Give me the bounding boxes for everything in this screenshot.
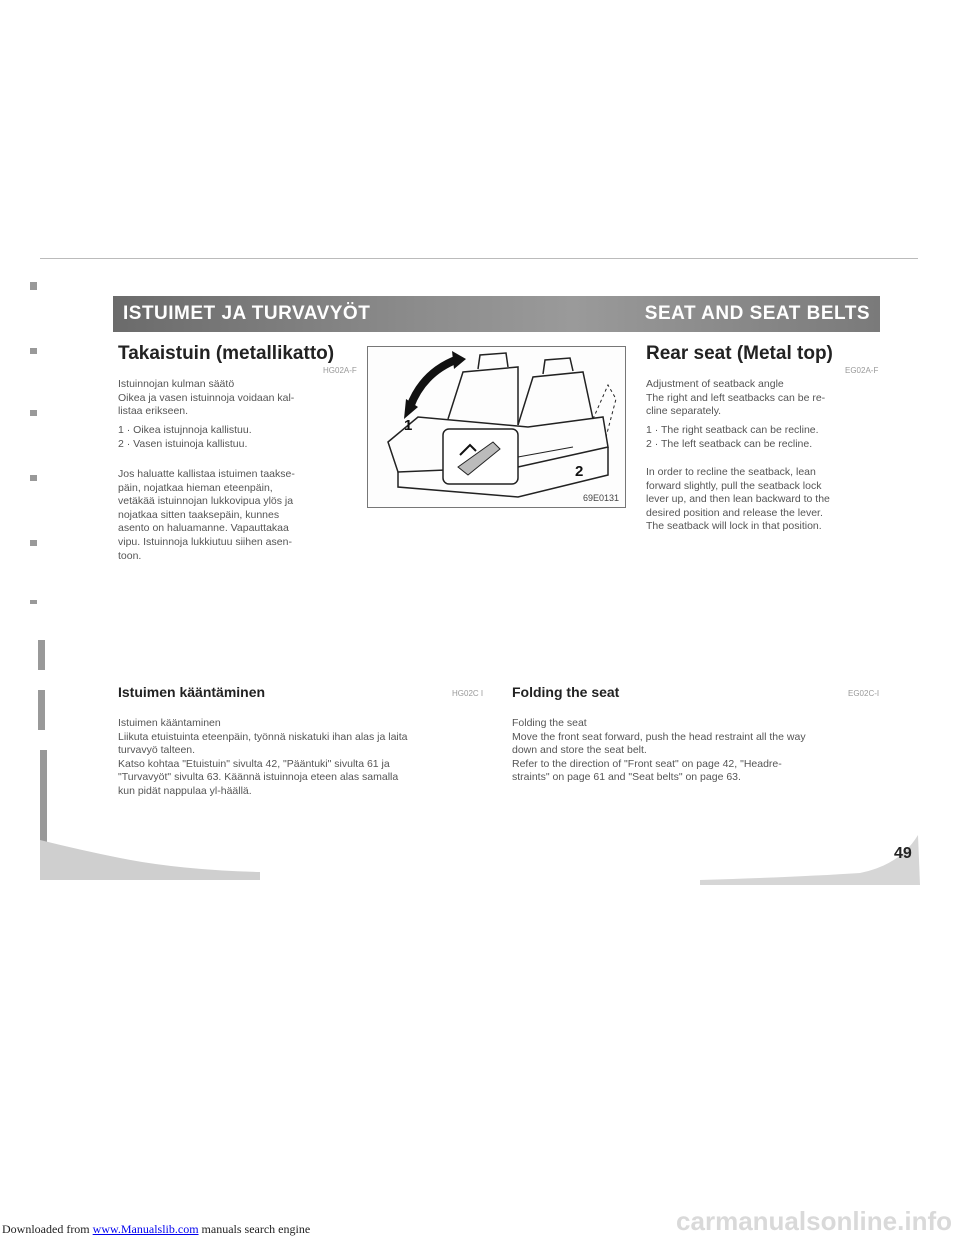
text-line: vetäkää istuinnojan lukkovipua ylös ja: [118, 495, 294, 508]
text-line: Katso kohtaa "Etuistuin" sivulta 42, "Pääntuki" sivulta 61 ja: [118, 757, 390, 770]
margin-mark: [30, 475, 37, 481]
text-line: "Turvavyöt" sivulta 63. Käännä istuinnoja eteen alas samalla: [118, 771, 399, 784]
text-line: down and store the seat belt.: [512, 744, 647, 757]
text-line: desired position and release the lever.: [646, 506, 823, 519]
english-section-title: Rear seat (Metal top): [646, 343, 833, 364]
figure-label-1: 1: [404, 417, 413, 434]
text-line: Refer to the direction of "Front seat" on page 42, "Headre-: [512, 757, 782, 770]
text-line: Adjustment of seatback angle: [646, 378, 784, 390]
finnish-intro: [118, 378, 358, 419]
manualslib-link[interactable]: www.Manualslib.com: [92, 1222, 199, 1236]
text-line: straints" on page 61 and "Seat belts" on page 63.: [512, 771, 741, 784]
text-line: listaa erikseen.: [118, 405, 189, 418]
margin-mark: [38, 640, 45, 670]
footer-prefix: Downloaded from: [2, 1222, 93, 1236]
banner-title-finnish: ISTUIMET JA TURVAVYÖT: [123, 303, 371, 324]
margin-mark: [38, 690, 45, 730]
footer-suffix: manuals search engine: [198, 1222, 311, 1236]
text-line: kun pidät nappulaa yl-häällä.: [118, 784, 252, 797]
margin-mark: [30, 410, 37, 416]
finnish-folding-code: HG02C I: [452, 689, 484, 698]
english-folding-code: EG02C-I: [848, 689, 880, 698]
finnish-section-title: Takaistuin (metallikatto): [118, 343, 335, 364]
banner-title-english: SEAT AND SEAT BELTS: [644, 303, 870, 324]
figure-code: 69E0131: [582, 493, 619, 503]
text-line: In order to recline the seatback, lean: [646, 466, 816, 478]
figure-label-2: 2: [575, 463, 584, 480]
text-line: The right and left seatbacks can be re-: [646, 391, 826, 404]
margin-mark: [30, 282, 37, 290]
english-folding-body: [512, 717, 890, 785]
text-line: Jos haluatte kallistaa istuimen taakse-: [118, 468, 295, 480]
scan-edge-artifact: [40, 830, 260, 880]
text-line: Istuinnojan kulman säätö: [118, 378, 235, 390]
scan-edge-artifact: [700, 835, 920, 885]
text-line: turvavyö talteen.: [118, 744, 196, 757]
text-line: toon.: [118, 549, 142, 562]
page-number: 49: [894, 845, 912, 862]
english-body: [646, 466, 886, 534]
seatback-recline-figure: [367, 346, 626, 508]
finnish-body: [118, 468, 358, 563]
text-line: cline separately.: [646, 405, 722, 418]
list-item: 1 · Oikea istujnnoja kallistuu.: [118, 424, 252, 436]
english-section-code: EG02A-F: [845, 366, 879, 375]
text-line: Oikea ja vasen istuinnoja voidaan kal-: [118, 391, 295, 404]
text-line: Istuimen kääntaminen: [118, 717, 221, 729]
footer: [0, 1222, 960, 1242]
section-banner: [113, 296, 880, 332]
finnish-list: [118, 424, 358, 451]
top-rule: [40, 258, 918, 259]
text-line: vipu. Istuinnoja lukkiutuu siihen asen-: [118, 535, 292, 548]
text-line: päin, nojatkaa hieman eteenpäin,: [118, 481, 273, 494]
text-line: Liikuta etuistuinta eteenpäin, työnnä niskatuki ihan alas ja laita: [118, 730, 408, 743]
text-line: nojatkaa sitten taaksepäin, kunnes: [118, 508, 280, 521]
list-item: 2 · The left seatback can be recline.: [646, 437, 813, 450]
list-item: 2 · Vasen istuinoja kallistuu.: [118, 437, 248, 450]
margin-mark: [30, 540, 37, 546]
finnish-section-code: HG02A-F: [323, 366, 357, 375]
text-line: Folding the seat: [512, 717, 587, 729]
text-line: Move the front seat forward, push the head restraint all the way: [512, 730, 806, 743]
text-line: forward slightly, pull the seatback lock: [646, 479, 822, 492]
watermark: carmanualsonline.info: [676, 1206, 952, 1236]
text-line: asento on haluamanne. Vapauttakaa: [118, 522, 289, 535]
margin-mark: [30, 600, 37, 604]
text-line: The seatback will lock in that position.: [646, 520, 822, 533]
text-line: lever up, and then lean backward to the: [646, 493, 830, 506]
margin-mark: [30, 348, 37, 354]
finnish-folding-body: [118, 717, 488, 799]
english-intro: [646, 378, 886, 419]
english-folding-title: Folding the seat: [512, 684, 620, 700]
english-list: [646, 424, 886, 451]
finnish-folding-title: Istuimen kääntäminen: [118, 684, 266, 700]
list-item: 1 · The right seatback can be recline.: [646, 424, 819, 436]
